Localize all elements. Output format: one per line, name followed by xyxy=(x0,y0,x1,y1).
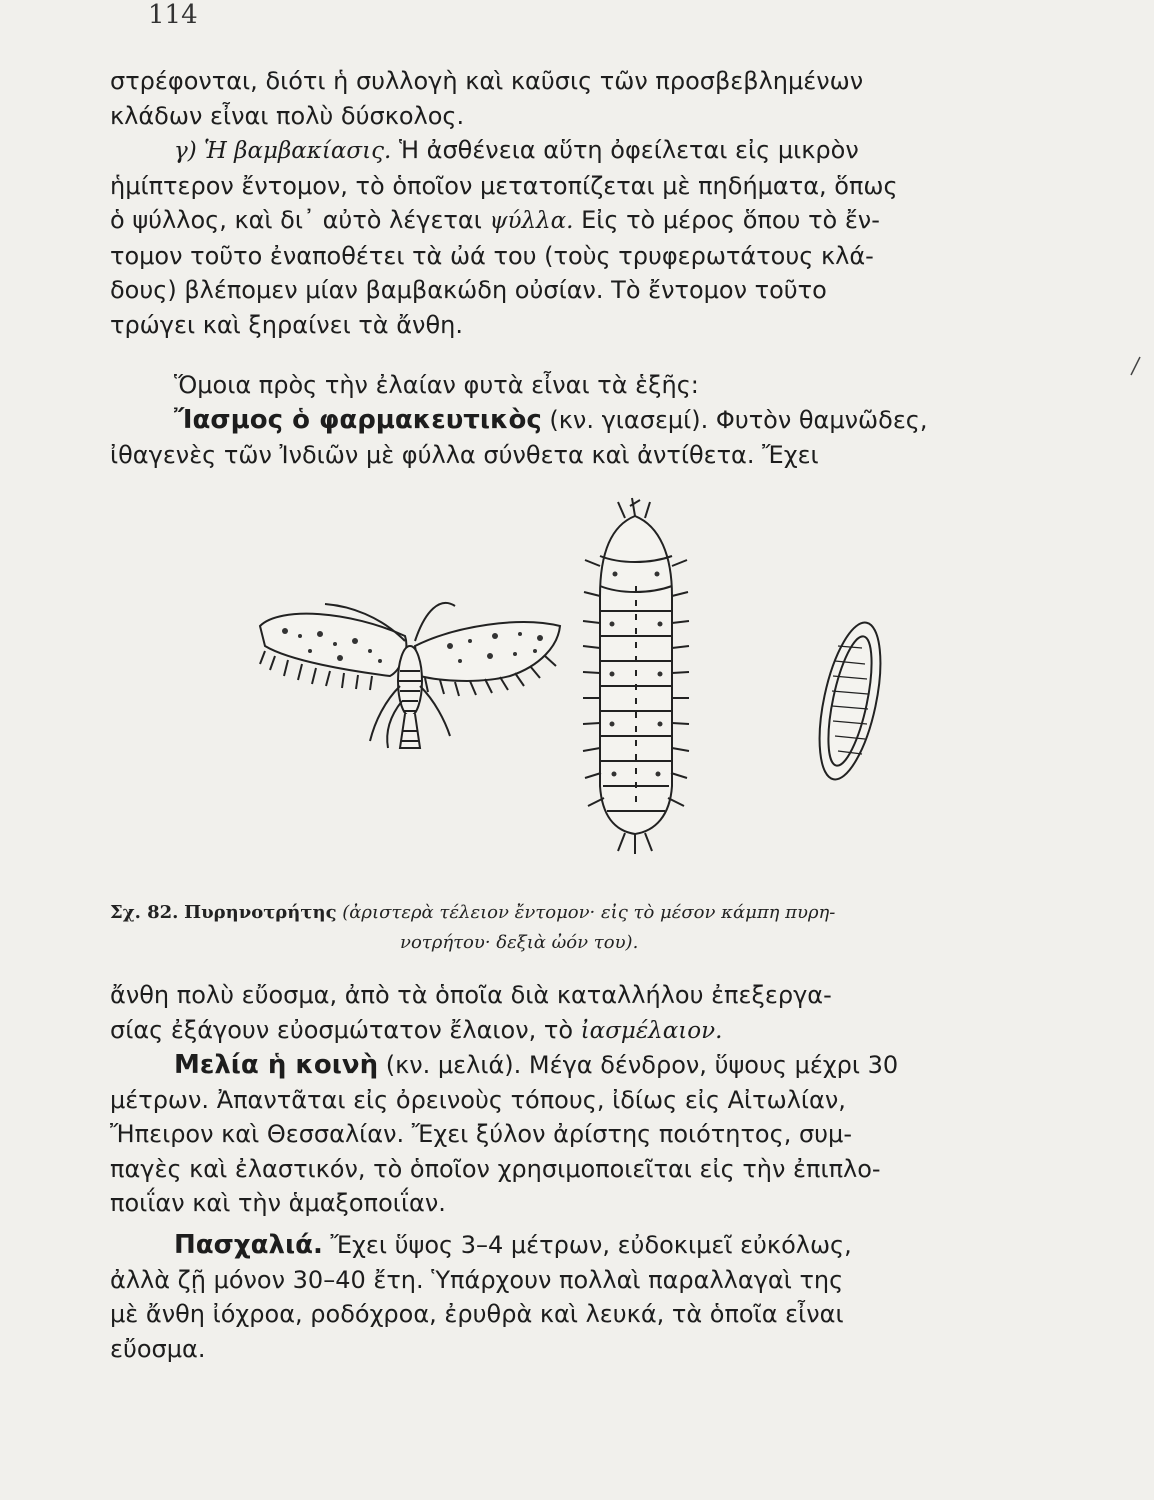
paragraph-jasmine-oil xyxy=(110,978,990,1048)
text-line: Ἤπειρον καὶ Θεσσαλίαν. Ἔχει ξύλον ἀρίστης ποιότητος, συμ- xyxy=(110,1120,852,1148)
section-heading-jasmine: Ἴασμος ὁ φαρμακευτικὸς xyxy=(174,405,542,435)
text-line: δους) βλέπομεν μίαν βαμβακώδη οὐσίαν. Τὸ ἔντομον τοῦτο xyxy=(110,276,827,304)
larva-illustration xyxy=(583,498,689,854)
adult-moth-illustration xyxy=(260,603,560,748)
text-line: παγὲς καὶ ἐλαστικόν, τὸ ὁποῖον χρησιμοποιεῖται εἰς τὴν ἐπιπλο- xyxy=(110,1154,881,1183)
text-line: ὁ ψύλλος, καὶ δι᾽ αὐτὸ λέγεται ψύλλα. Εἰς τὸ μέρος ὅπου τὸ ἔν- xyxy=(110,206,880,234)
text-line: εὔοσμα. xyxy=(110,1334,206,1363)
text-line: Μελία ἡ κοινὴ (κν. μελιά). Μέγα δένδρον, ὕψους μέχρι 30 xyxy=(174,1050,899,1080)
text-line: γ) Ἡ βαμβακίασις. Ἡ ἀσθένεια αὕτη ὀφείλεται εἰς μικρὸν xyxy=(174,136,859,164)
figure-olive-moth xyxy=(240,486,980,876)
text-line: ἡμίπτερον ἔντομον, τὸ ὁποῖον μετατοπίζεται μὲ πηδήματα, ὅπως xyxy=(110,171,898,200)
paragraph-vamvakiasis xyxy=(110,133,990,342)
term-iasmelaion: ἰασμέλαιον. xyxy=(580,1017,723,1044)
figure-caption xyxy=(110,898,990,958)
figure-illustration xyxy=(240,486,980,876)
section-heading-paschalia: Πασχαλιά. xyxy=(174,1230,323,1260)
caption-title: Πυρηνοτρήτης xyxy=(184,902,337,923)
text-line: ἀλλὰ ζῇ μόνον 30–40 ἔτη. Ὑπάρχουν πολλαὶ παραλλαγαὶ της xyxy=(110,1265,844,1294)
text-line: στρέφονται, διότι ἡ συλλογὴ καὶ καῦσις τῶν προσβεβλημένων xyxy=(110,67,864,95)
text-line: σίας ἐξάγουν εὐοσμώτατον ἔλαιον, τὸ ἰασμέλαιον. xyxy=(110,1015,723,1044)
text-line: Ὅμοια πρὸς τὴν ἐλαίαν φυτὰ εἶναι τὰ ἑξῆς: xyxy=(174,371,699,399)
section-heading-vamvakiasis: γ) Ἡ βαμβακίασις. xyxy=(174,138,392,164)
caption-line: νοτρήτου· δεξιὰ ὠόν του). xyxy=(400,932,639,953)
margin-mark xyxy=(1128,355,1142,377)
text-line: μέτρων. Ἀπαντᾶται εἰς ὀρεινοὺς τόπους, ἰδίως εἰς Αἰτωλίαν, xyxy=(110,1085,846,1114)
text-line: μὲ ἄνθη ἰόχροα, ροδόχροα, ἐρυθρὰ καὶ λευκά, τὰ ὁποῖα εἶναι xyxy=(110,1300,844,1328)
text-line: Ἴασμος ὁ φαρμακευτικὸς (κν. γιασεμί). Φυτὸν θαμνῶδες, xyxy=(174,405,928,435)
text-line: ποιΐαν καὶ τὴν ἁμαξοποιΐαν. xyxy=(110,1189,446,1217)
paragraph-paschalia xyxy=(110,1228,990,1366)
caption-line: Σχ. 82. Πυρηνοτρήτης (ἀριστερὰ τέλειον ἔντομον· εἰς τὸ μέσον κάμπη πυρη- xyxy=(110,902,836,923)
text-line: ἰθαγενὲς τῶν Ἰνδιῶν μὲ φύλλα σύνθετα καὶ ἀντίθετα. Ἔχει xyxy=(110,440,819,469)
paragraph-similar-plants xyxy=(110,368,990,403)
section-heading-melia: Μελία ἡ κοινὴ xyxy=(174,1050,379,1080)
text-line: τρώγει καὶ ξηραίνει τὰ ἄνθη. xyxy=(110,310,463,339)
text-line: ἄνθη πολὺ εὔοσμα, ἀπὸ τὰ ὁποῖα διὰ καταλλήλου ἐπεξεργα- xyxy=(110,981,832,1009)
egg-illustration xyxy=(808,617,892,784)
term-psylla: ψύλλα. xyxy=(489,208,574,234)
text-line: Πασχαλιά. Ἔχει ὕψος 3–4 μέτρων, εὐδοκιμεῖ εὐκόλως, xyxy=(174,1230,852,1260)
paragraph-jasmine xyxy=(110,403,990,472)
paragraph-melia xyxy=(110,1048,990,1221)
caption-number: Σχ. 82. xyxy=(110,902,179,923)
text-line: κλάδων εἶναι πολὺ δύσκολος. xyxy=(110,101,465,130)
paragraph-burning-branches xyxy=(110,64,990,133)
page-number: 114 xyxy=(148,0,198,30)
text-line: τομον τοῦτο ἐναποθέτει τὰ ὠά του (τοὺς τρυφερωτάτους κλά- xyxy=(110,241,874,270)
